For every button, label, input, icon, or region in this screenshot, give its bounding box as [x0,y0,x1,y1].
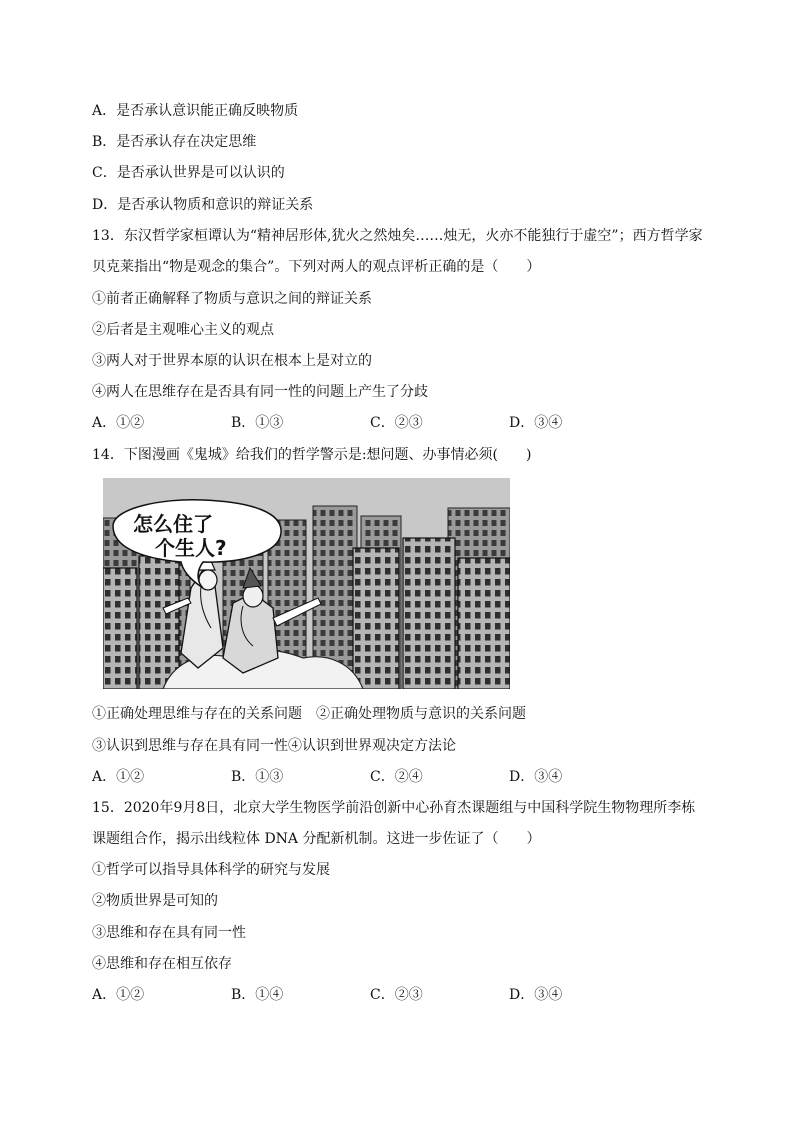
q15-choice-d: D．③④ [509,987,563,1003]
q14-stem: 14．下图漫画《鬼城》给我们的哲学警示是:想问题、办事情必须( ) [92,447,532,463]
ghost-city-comic [103,478,510,689]
comic-bubble-line1: 怎么住了 [133,512,213,536]
q13-statement-1: ①前者正确解释了物质与意识之间的辩证关系 [92,291,372,307]
q13-choice-d: D．③④ [509,415,563,431]
q14-choice-b: B．①③ [231,769,284,785]
q15-statement-2: ②物质世界是可知的 [92,893,218,909]
q13-choice-c: C．②③ [370,415,423,431]
q15-choice-a: A．①② [92,987,145,1003]
q14-statements-line1: ①正确处理思维与存在的关系问题 ②正确处理物质与意识的关系问题 [92,706,526,722]
q15-statement-1: ①哲学可以指导具体科学的研究与发展 [92,862,330,878]
q12-option-b: B．是否承认存在决定思维 [92,134,257,150]
q15-choice-b: B．①④ [231,987,284,1003]
q13-choice-b: B．①③ [231,415,284,431]
q15-statement-3: ③思维和存在具有同一性 [92,925,246,941]
q13-statement-2: ②后者是主观唯心主义的观点 [92,322,274,338]
q13-stem-line1: 13．东汉哲学家桓谭认为“精神居形体,犹火之然烛矣……烛无，火亦不能独行于虚空”；西方哲学家 [92,228,703,244]
q12-option-c: C．是否承认世界是可以认识的 [92,165,285,181]
q13-statement-3: ③两人对于世界本原的认识在根本上是对立的 [92,353,372,369]
q15-statement-4: ④思维和存在相互依存 [92,956,232,972]
q15-stem-line1: 15．2020年9月8日，北京大学生物医学前沿创新中心孙育杰课题组与中国科学院生物物理所李栋 [92,800,696,816]
q14-choice-a: A．①② [92,769,145,785]
comic-bubble-line2: 个生人? [155,536,227,560]
q14-choice-d: D．③④ [509,769,563,785]
q13-stem-line2: 贝克莱指出“物是观念的集合”。下列对两人的观点评析正确的是（ ） [92,259,541,275]
q12-option-a: A．是否承认意识能正确反映物质 [92,103,299,119]
q13-statement-4: ④两人在思维存在是否具有同一性的问题上产生了分歧 [92,384,428,400]
ghost-city-illustration [103,478,510,689]
q14-statements-line2: ③认识到思维与存在具有同一性④认识到世界观决定方法论 [92,738,456,754]
q15-stem-line2: 课题组合作，揭示出线粒体 DNA 分配新机制。这进一步佐证了（ ） [92,831,541,847]
q13-choice-a: A．①② [92,415,145,431]
q12-option-d: D．是否承认物质和意识的辩证关系 [92,197,314,213]
q15-choice-c: C．②③ [370,987,423,1003]
q14-choice-c: C．②④ [370,769,423,785]
